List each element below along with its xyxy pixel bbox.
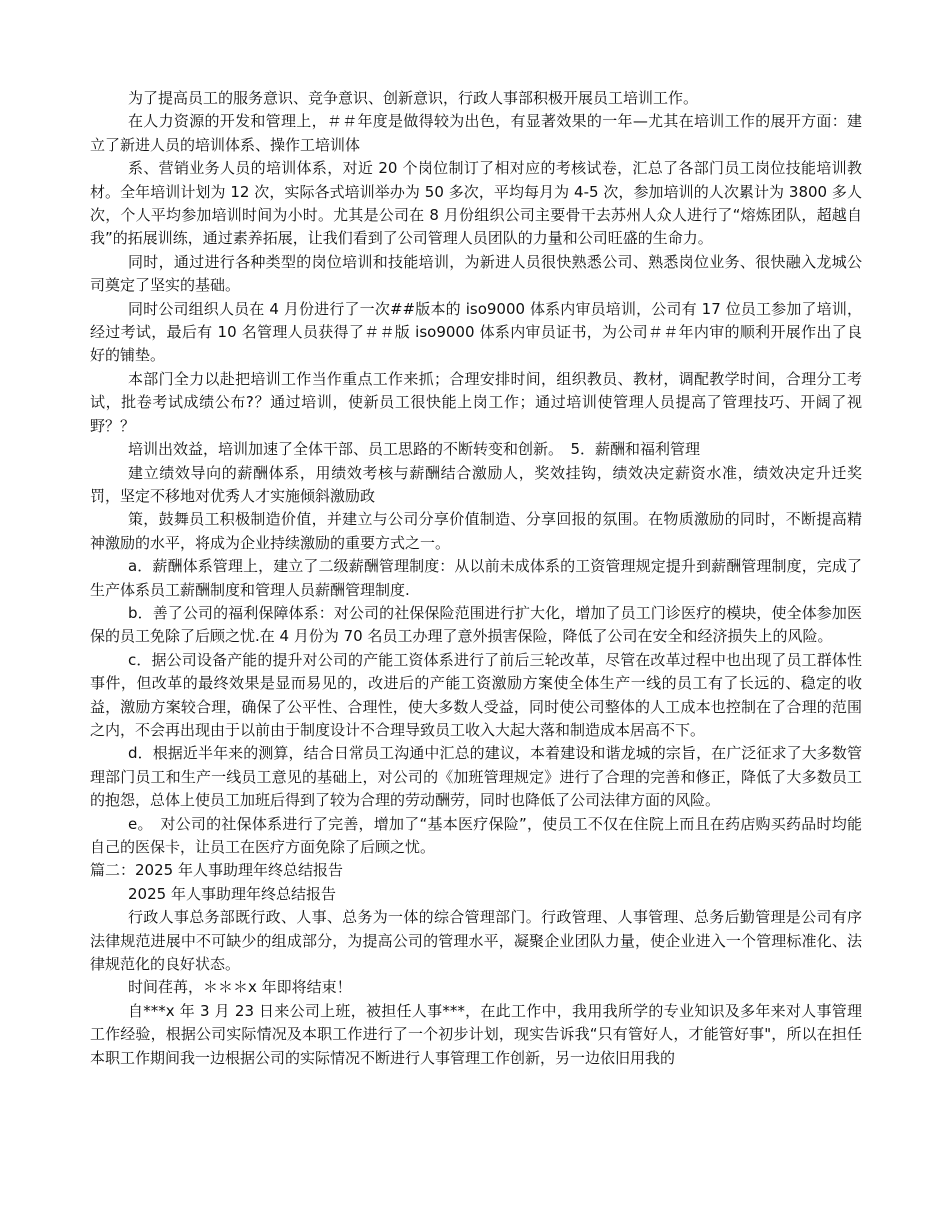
paragraph: 建立绩效导向的薪酬体系，用绩效考核与薪酬结合激励人，奖效挂钩，绩效决定薪资水准，绩效决定升迁奖罚，坚定不移地对优秀人才实施倾斜激励政 [90,463,862,505]
paragraph: 在人力资源的开发和管理上，＃＃年度是做得较为出色，有显著效果的一年—尤其在培训工作的展开方面：建立了新进人员的培训体系、操作工培训体 [90,112,862,154]
paragraph: c．据公司设备产能的提升对公司的产能工资体系进行了前后三轮改革，尽管在改革过程中也出现了员工群体性事件，但改革的最终效果是显而易见的，改进后的产能工资激励方案使全体生产一线的员工有了长远的、稳定的收益，激励方案较合理，确保了公平性、合理性，使大多数人受益，同时使公司整体的人工成本也控制在了合理的范围之内，不会再出现由于以前由于制度设计不合理导致员工收入大起大落和制造成本居高不下。 [90,650,862,739]
paragraph: d．根据近半年来的测算，结合日常员工沟通中汇总的建议，本着建设和谐龙城的宗旨，在广泛征求了大多数管理部门员工和生产一线员工意见的基础上，对公司的《加班管理规定》进行了合理的完善和修正，降低了大多数员工的抱怨，总体上使员工加班后得到了较为合理的劳动酬劳，同时也降低了公司法律方面的风险。 [90,744,862,810]
document-body [90,87,862,1070]
paragraph: 系、营销业务人员的培训体系，对近 20 个岗位制订了相对应的考核试卷，汇总了各部门员工岗位技能培训教材。全年培训计划为 12 次，实际各式培训举办为 50 多次，平均每月为 4-5 次，参加培训的人次累计为 3800 多人次，个人平均参加培训时间为小时。尤其是公司在 8 月份组织公司主要骨干去苏州人众人进行了“熔炼团队，超越自我”的拓展训练，通过素养拓展，让我们看到了公司管理人员团队的力量和公司旺盛的生命力。 [90,159,862,248]
paragraph: e。 对公司的社保体系进行了完善，增加了“基本医疗保险”，使员工不仅在住院上而且在药店购买药品时均能自己的医保卡，让员工在医疗方面免除了后顾之忧。 [90,814,862,856]
paragraph: 同时公司组织人员在 4 月份进行了一次##版本的 iso9000 体系内审员培训，公司有 17 位员工参加了培训，经过考试，最后有 10 名管理人员获得了＃＃版 iso9000 体系内审员证书，为公司＃＃年内审的顺利开展作出了良好的铺垫。 [90,299,862,365]
paragraph: 同时，通过进行各种类型的岗位培训和技能培训，为新进人员很快熟悉公司、熟悉岗位业务、很快融入龙城公司奠定了坚实的基础。 [90,252,862,295]
paragraph: 自***x 年 3 月 23 日来公司上班，被担任人事***，在此工作中，我用我所学的专业知识及多年来对人事管理工作经验，根据公司实际情况及本职工作进行了一个初步计划，现实告诉我“只有管好人，才能管好事"，所以在担任本职工作期间我一边根据公司的实际情况不断进行人事管理工作创新，另一边依旧用我的 [90,1001,862,1067]
paragraph: 策，鼓舞员工积极制造价值，并建立与公司分享价值制造、分享回报的氛围。在物质激励的同时，不断提高精神激励的水平，将成为企业持续激励的重要方式之一。 [90,510,862,552]
paragraph: b．善了公司的福利保障体系：对公司的社保保险范围进行扩大化，增加了员工门诊医疗的模块，使全体参加医保的员工免除了后顾之忧.在 4 月份为 70 名员工办理了意外损害保险，降低了公司在安全和经济损失上的风险。 [90,603,862,646]
paragraph: 本部门全力以赴把培训工作当作重点工作来抓；合理安排时间，组织教员、教材，调配教学时间，合理分工考试，批卷考试成绩公布?？通过培训，使新员工很快能上岗工作；通过培训使管理人员提高了管理技巧、开阔了视野？？ [90,369,862,435]
paragraph: 时间荏苒，＊＊＊x 年即将结束！ [128,978,352,997]
paragraph: 为了提高员工的服务意识、竞争意识、创新意识，行政人事部积极开展员工培训工作。 [128,89,699,107]
section-title: 2025 年人事助理年终总结报告 [128,884,336,903]
paragraph: a．薪酬体系管理上，建立了二级薪酬管理制度：从以前未成体系的工资管理规定提升到薪酬管理制度，完成了生产体系员工薪酬制度和管理人员薪酬管理制度. [90,557,862,599]
section-heading: 篇二：2025 年人事助理年终总结报告 [90,861,343,880]
paragraph: 行政人事总务部既行政、人事、总务为一体的综合管理部门。行政管理、人事管理、总务后勤管理是公司有序法律规范进展中不可缺少的组成部分，为提高公司的管理水平，凝聚企业团队力量，使企业进入一个管理标准化、法律规范化的良好状态。 [90,908,862,974]
paragraph: 培训出效益，培训加速了全体干部、员工思路的不断转变和创新。 5．薪酬和福利管理 [128,440,701,459]
